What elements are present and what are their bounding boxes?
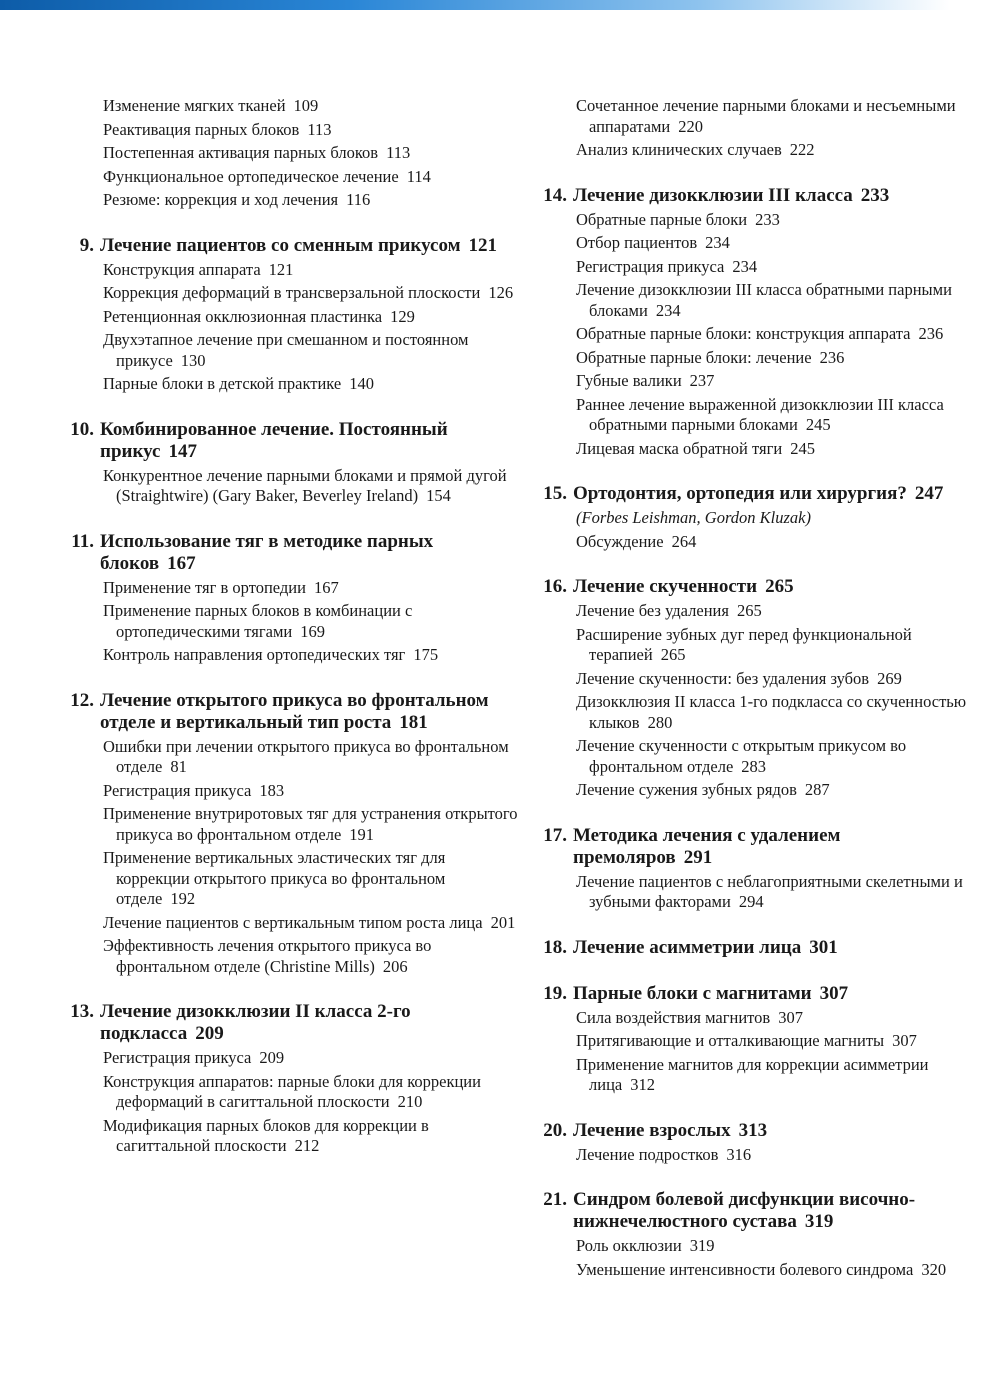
toc-entry: Применение тяг в ортопедии 167 bbox=[103, 577, 339, 597]
chapter-heading: 14. Лечение дизокклюзии III класса 233 bbox=[543, 184, 890, 206]
toc-entry: Модификация парных блоков для коррекции в сагиттальной плоскости 212 bbox=[103, 1115, 429, 1155]
toc-entry: Контроль направления ортопедических тяг 175 bbox=[103, 645, 439, 664]
toc-right-column bbox=[533, 96, 983, 1304]
toc-entry: Лицевая маска обратной тяги 245 bbox=[576, 438, 815, 458]
toc-entry: Применение магнитов для коррекции асимметрии лица 312 bbox=[576, 1054, 929, 1094]
toc-chapter-12 bbox=[60, 690, 520, 978]
toc-entry: Регистрация прикуса 183 bbox=[103, 780, 285, 800]
toc-entry: Ретенционная окклюзионная пластинка 129 bbox=[103, 306, 415, 326]
toc-entry: Дизокклюзия II класса 1-го подкласса со скученностью клыков 280 bbox=[576, 692, 967, 732]
toc-chapter-13 bbox=[60, 1001, 520, 1157]
toc-entry: Роль окклюзии 319 bbox=[576, 1236, 715, 1255]
toc-chapter-14 bbox=[533, 185, 983, 460]
chapter-heading: 19. Парные блоки с магнитами 307 bbox=[543, 982, 849, 1004]
toc-entry: Применение парных блоков в комбинации с ортопедическими тягами 169 bbox=[103, 601, 413, 641]
chapter-heading: 20. Лечение взрослых 313 bbox=[543, 1119, 768, 1141]
toc-chapter-16 bbox=[533, 576, 983, 801]
toc-entry: Притягивающие и отталкивающие магниты 307 bbox=[576, 1031, 917, 1050]
toc-entry: Коррекция деформаций в трансверзальной плоскости 126 bbox=[103, 283, 514, 302]
chapter-authors: (Forbes Leishman, Gordon Kluzak) bbox=[576, 508, 811, 527]
toc-entry: Лечение пациентов с неблагоприятными скелетными и зубными факторами 294 bbox=[576, 871, 963, 911]
chapter-heading: 21. Синдром болевой дисфункции височно-нижнечелюстного сустава 319 bbox=[543, 1189, 916, 1232]
toc-entry: Применение вертикальных эластических тяг для коррекции открытого прикуса во фронтальном отделе 192 bbox=[103, 848, 446, 908]
toc-entry: Лечение сужения зубных рядов 287 bbox=[576, 780, 830, 799]
toc-left-column bbox=[60, 96, 520, 1181]
toc-entry: Двухэтапное лечение при смешанном и постоянном прикусе 130 bbox=[103, 330, 469, 370]
chapter-heading: 16. Лечение скученности 265 bbox=[543, 576, 794, 597]
toc-chapter-21 bbox=[533, 1189, 983, 1280]
toc-entry: Лечение скученности: без удаления зубов 269 bbox=[576, 668, 902, 688]
toc-chapter-15 bbox=[533, 483, 983, 552]
toc-entry: Отбор пациентов 234 bbox=[576, 233, 730, 252]
toc-chapter-18 bbox=[533, 937, 983, 959]
toc-entry: Парные блоки в детской практике 140 bbox=[103, 374, 374, 393]
toc-chapter-20 bbox=[533, 1120, 983, 1166]
toc-entry: Лечение скученности с открытым прикусом во фронтальном отделе 283 bbox=[576, 736, 907, 776]
toc-entry: Функциональное ортопедическое лечение 114 bbox=[103, 166, 431, 186]
toc-entry: Лечение дизокклюзии III класса обратными парными блоками 234 bbox=[576, 280, 952, 320]
toc-chapter-17 bbox=[533, 825, 983, 913]
chapter-heading: 13. Лечение дизокклюзии II класса 2-го подкласса 209 bbox=[70, 1001, 411, 1044]
toc-entry: Сила воздействия магнитов 307 bbox=[576, 1007, 803, 1027]
toc-entry: Анализ клинических случаев 222 bbox=[576, 140, 815, 159]
header-color-bar bbox=[0, 0, 1000, 10]
toc-continued-entries bbox=[60, 96, 520, 211]
toc-chapter-9 bbox=[60, 235, 520, 395]
chapter-heading: 18. Лечение асимметрии лица 301 bbox=[543, 936, 838, 958]
toc-chapter-19 bbox=[533, 983, 983, 1096]
toc-entry: Регистрация прикуса 209 bbox=[103, 1048, 285, 1067]
toc-entry: Изменение мягких тканей 109 bbox=[103, 96, 319, 115]
toc-entry: Сочетанное лечение парными блоками и несъемными аппаратами 220 bbox=[576, 96, 956, 136]
toc-entry: Ошибки при лечении открытого прикуса во фронтальном отделе 81 bbox=[103, 736, 509, 776]
toc-entry: Реактивация парных блоков 113 bbox=[103, 119, 332, 139]
chapter-heading: 17. Методика лечения с удалением премоляров 291 bbox=[543, 824, 841, 868]
toc-entry: Губные валики 237 bbox=[576, 371, 715, 390]
toc-entry: Постепенная активация парных блоков 113 bbox=[103, 143, 411, 162]
chapter-heading: 9. Лечение пациентов со сменным прикусом 121 bbox=[79, 234, 498, 256]
toc-chapter-10 bbox=[60, 419, 520, 507]
chapter-heading: 10. Комбинированное лечение. Постоянный прикус 147 bbox=[70, 418, 448, 462]
toc-entry: Уменьшение интенсивности болевого синдрома 320 bbox=[576, 1259, 947, 1279]
toc-entry: Конструкция аппаратов: парные блоки для коррекции деформаций в сагиттальной плоскости 210 bbox=[103, 1071, 481, 1111]
toc-entry: Расширение зубных дуг перед функциональной терапией 265 bbox=[576, 624, 912, 664]
chapter-heading: 12. Лечение открытого прикуса во фронтальном отделе и вертикальный тип роста 181 bbox=[70, 689, 489, 733]
toc-entry: Эффективность лечения открытого прикуса во фронтальном отделе (Christine Mills) 206 bbox=[103, 936, 432, 976]
toc-entry: Обратные парные блоки: лечение 236 bbox=[576, 347, 845, 367]
toc-entry: Лечение пациентов с вертикальным типом роста лица 201 bbox=[103, 912, 516, 932]
toc-entry: Конструкция аппарата 121 bbox=[103, 259, 294, 279]
toc-entry: Применение внутриротовых тяг для устранения открытого прикуса во фронтальном отделе 191 bbox=[103, 804, 518, 844]
toc-chapter-11 bbox=[60, 531, 520, 666]
toc-entry: Лечение без удаления 265 bbox=[576, 601, 762, 620]
chapter-heading: 11. Использование тяг в методике парных блоков 167 bbox=[71, 530, 434, 574]
toc-continued-entries bbox=[533, 96, 983, 161]
toc-entry: Резюме: коррекция и ход лечения 116 bbox=[103, 190, 371, 209]
toc-entry: Обратные парные блоки: конструкция аппарата 236 bbox=[576, 324, 944, 343]
toc-entry: Лечение подростков 316 bbox=[576, 1144, 752, 1164]
toc-entry: Обратные парные блоки 233 bbox=[576, 209, 780, 229]
chapter-heading: 15. Ортодонтия, ортопедия или хирургия? 247 bbox=[543, 483, 944, 504]
toc-entry: Конкурентное лечение парными блоками и прямой дугой (Straightwire) (Gary Baker, Beverley Ireland) 154 bbox=[103, 465, 507, 505]
toc-entry: Регистрация прикуса 234 bbox=[576, 256, 758, 276]
toc-entry: Раннее лечение выраженной дизокклюзии III класса обратными парными блоками 245 bbox=[576, 394, 944, 434]
toc-entry: Обсуждение 264 bbox=[576, 531, 697, 551]
